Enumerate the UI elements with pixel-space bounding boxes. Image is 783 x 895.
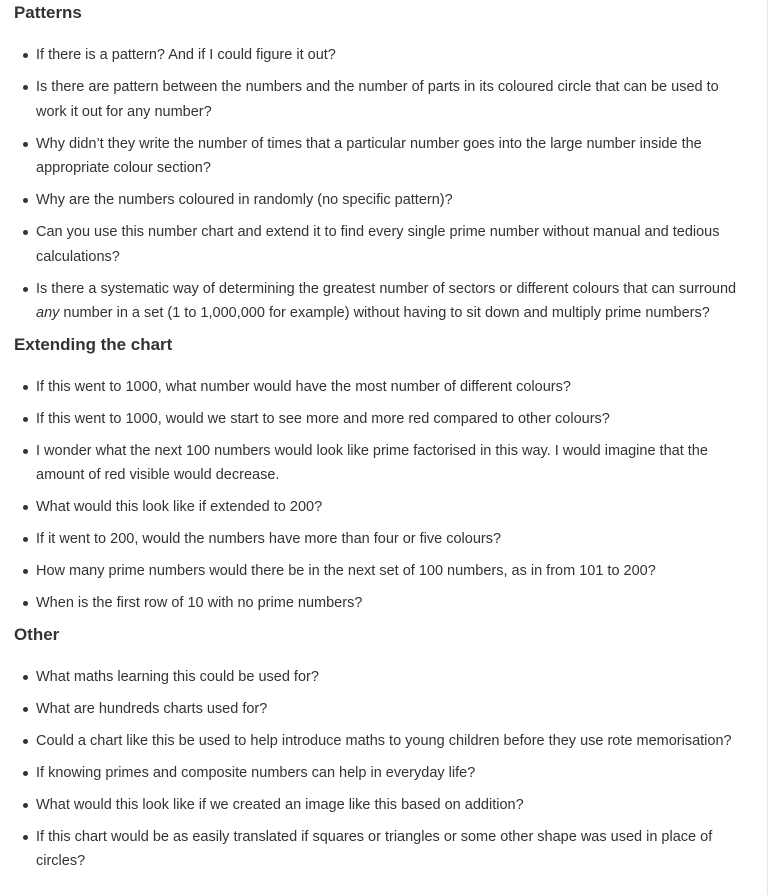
list-item: If it went to 200, would the numbers have more than four or five colours?: [14, 527, 751, 552]
list-item: Is there are pattern between the numbers and the number of parts in its coloured circle that can be used to work it out for any number?: [14, 75, 751, 124]
list-item: Why are the numbers coloured in randomly (no specific pattern)?: [14, 188, 751, 213]
patterns-list: [14, 43, 751, 326]
list-item: What maths learning this could be used for?: [14, 665, 751, 690]
extending-list: [14, 375, 751, 616]
list-item: If there is a pattern? And if I could figure it out?: [14, 43, 751, 68]
list-item: [14, 277, 751, 326]
list-item: How many prime numbers would there be in the next set of 100 numbers, as in from 101 to 200?: [14, 559, 751, 584]
section-heading-other: Other: [14, 624, 60, 644]
list-item: Why didn’t they write the number of times that a particular number goes into the large number inside the appropriate colour section?: [14, 132, 751, 181]
emphasis-text: any: [36, 305, 60, 321]
list-item: If this chart would be as easily translated if squares or triangles or some other shape was used in place of circles?: [14, 825, 751, 874]
list-item: If this went to 1000, what number would have the most number of different colours?: [14, 375, 751, 400]
list-item: If this went to 1000, would we start to see more and more red compared to other colours?: [14, 407, 751, 432]
section-heading-patterns: Patterns: [14, 3, 82, 22]
list-item: What would this look like if extended to 200?: [14, 495, 751, 520]
list-item-text-end: number in a set (1 to 1,000,000 for example) without having to sit down and multiply prime numbers?: [59, 305, 710, 321]
list-item: Could a chart like this be used to help introduce maths to young children before they use rote memorisation?: [14, 729, 751, 754]
list-item-text-start: Is there a systematic way of determining the greatest number of sectors or different colours that can surround: [36, 280, 737, 297]
list-item: What would this look like if we created an image like this based on addition?: [14, 793, 751, 818]
list-item: I wonder what the next 100 numbers would look like prime factorised in this way. I would imagine that the amount of red visible would decrease.: [14, 439, 751, 488]
section-heading-extending-the-chart: Extending the chart: [14, 334, 173, 354]
list-item: What are hundreds charts used for?: [14, 697, 751, 722]
list-item: When is the first row of 10 with no prime numbers?: [14, 591, 751, 616]
list-item: Can you use this number chart and extend it to find every single prime number without manual and tedious calculations?: [14, 220, 751, 269]
list-item: If knowing primes and composite numbers can help in everyday life?: [14, 761, 751, 786]
other-list: [14, 665, 751, 874]
